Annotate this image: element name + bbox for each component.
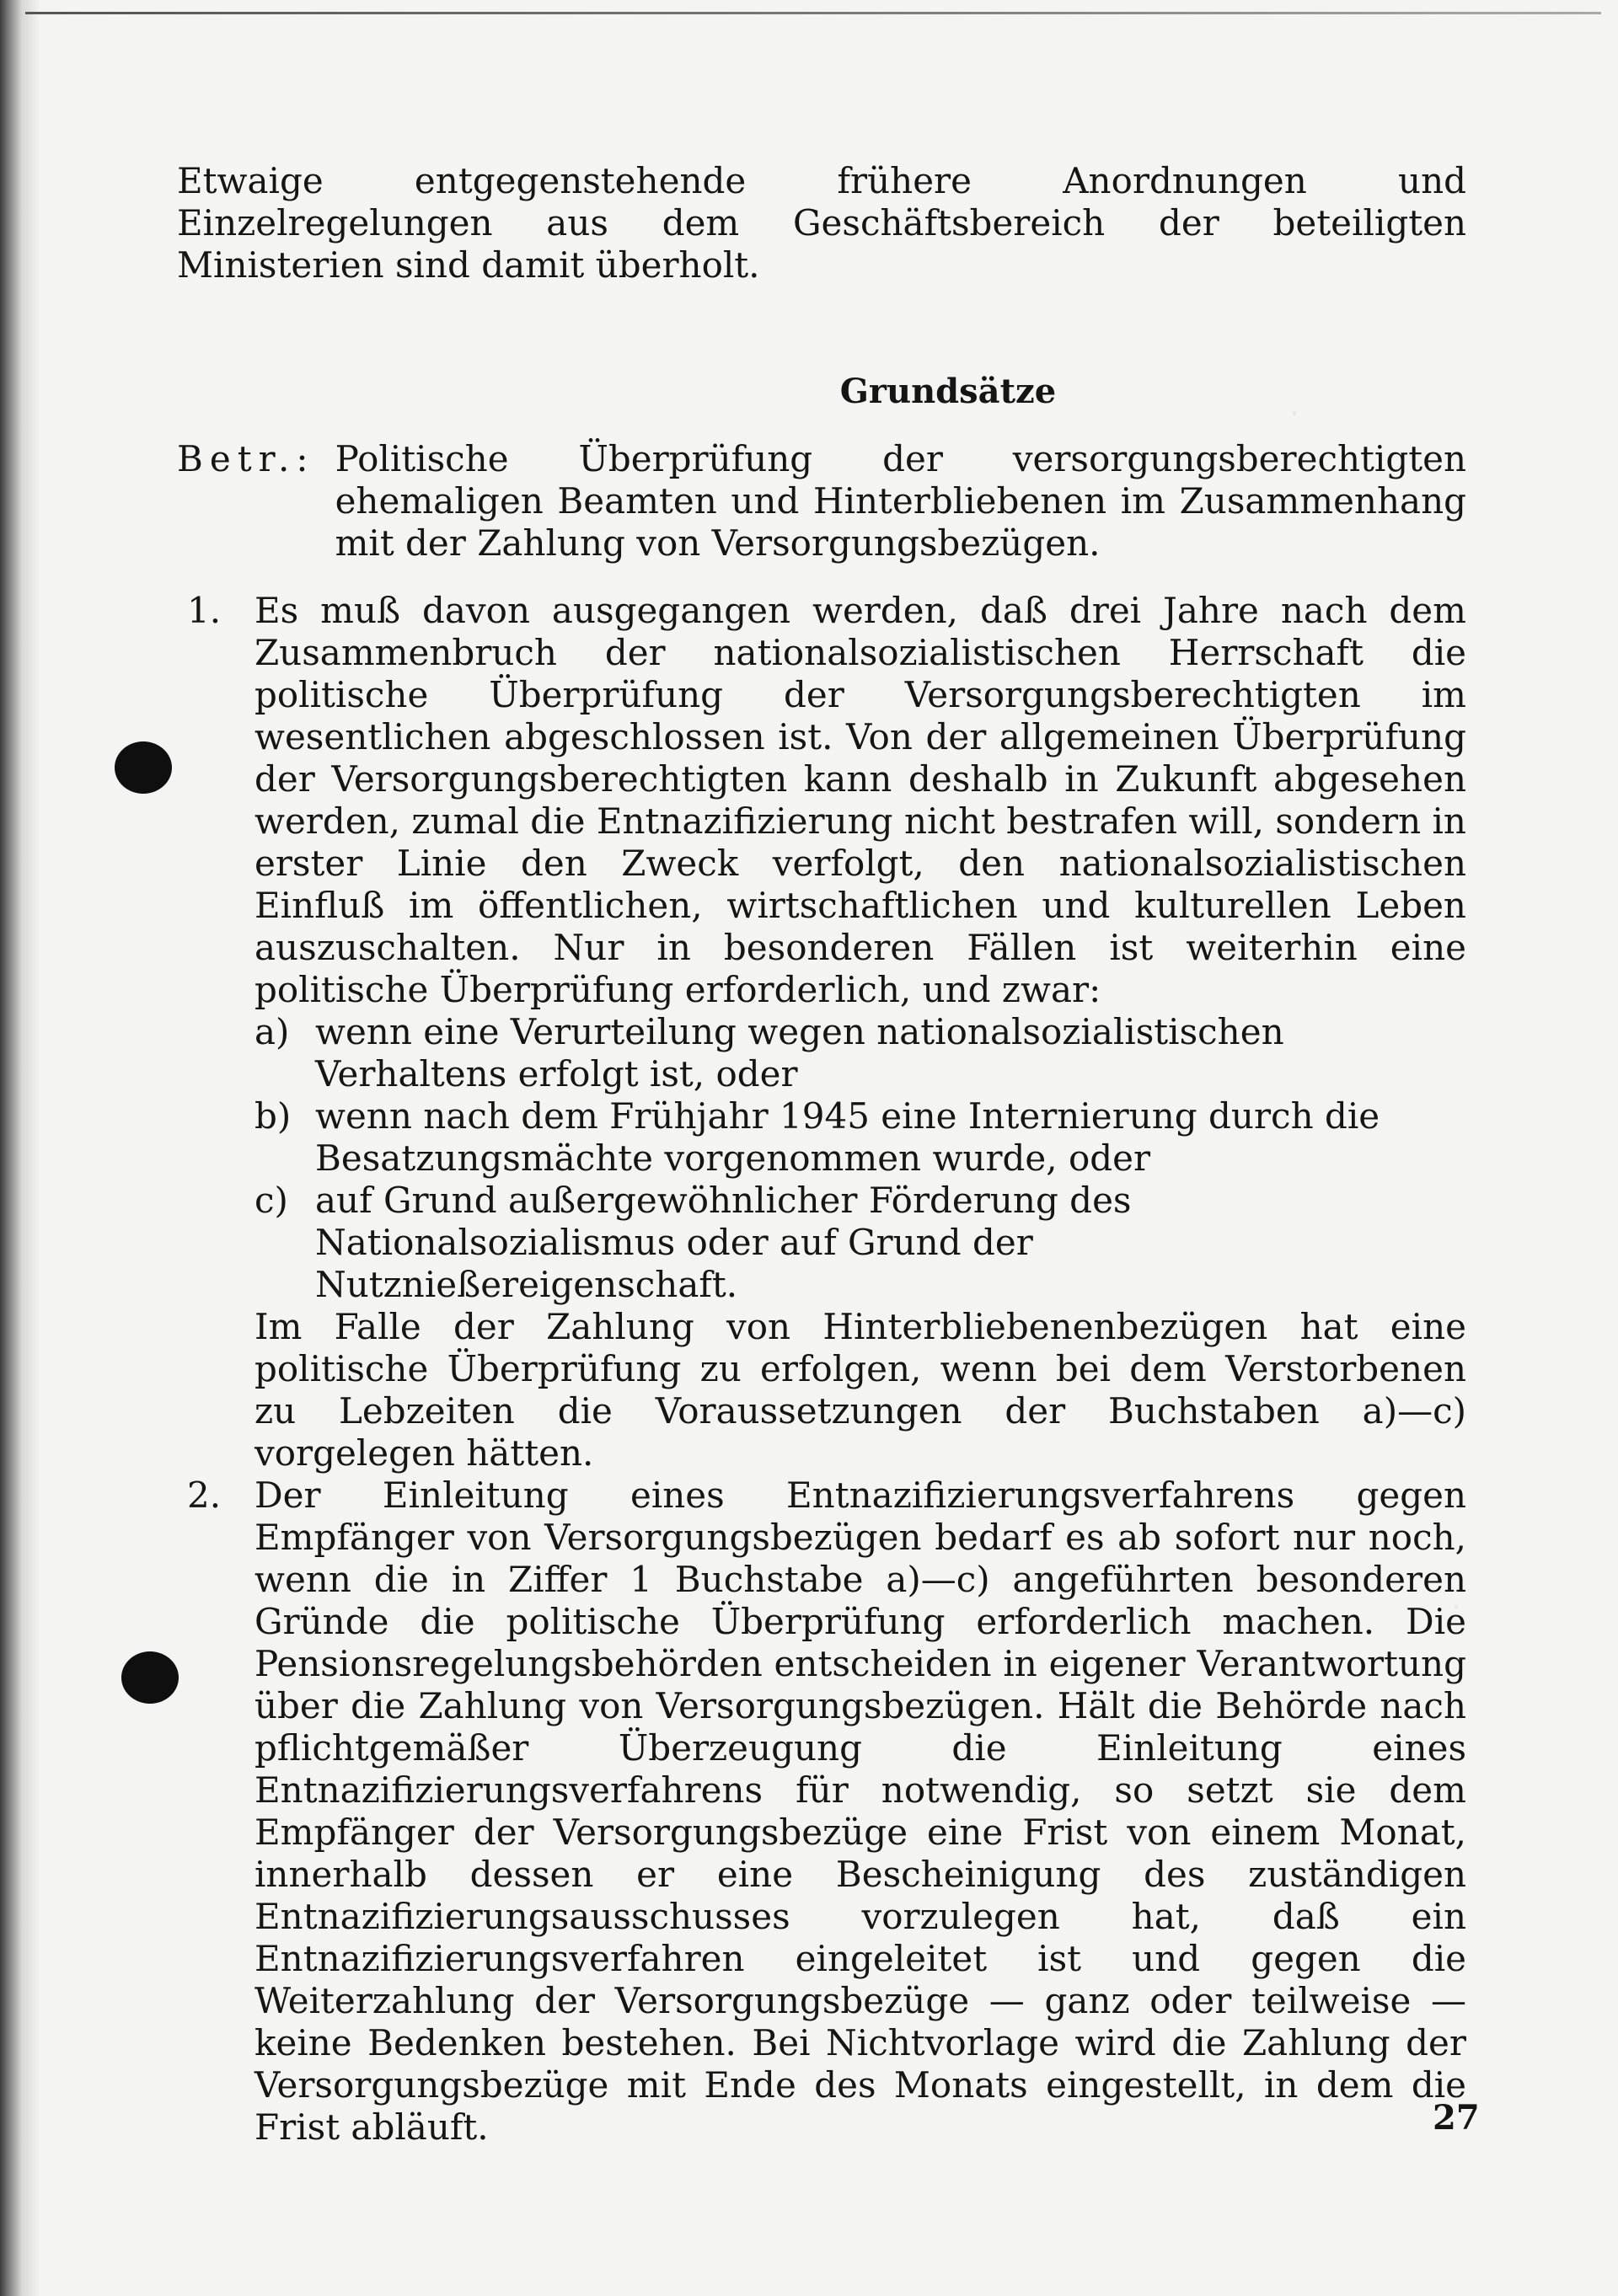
subitem-text: wenn nach dem Frühjahr 1945 eine Internierung durch die Besatzungsmächte vorgenommen wurde, oder [315, 1095, 1380, 1179]
subject-text: Politische Überprüfung der versorgungsberechtigten ehemaligen Beamten und Hinterbliebenen im Zusammenhang mit der Zahlung von Versorgungsbezügen. [335, 438, 1466, 564]
subitem-text: auf Grund außergewöhnlicher Förderung des Nationalsozialismus oder auf Grund der Nutznießereigenschaft. [315, 1180, 1132, 1305]
binding-edge [0, 0, 40, 2296]
item-body [254, 1474, 1466, 2149]
subitem-text: wenn eine Verurteilung wegen nationalsozialistischen Verhaltens erfolgt ist, oder [315, 1011, 1284, 1094]
subitem-b [254, 1095, 1466, 1180]
numbered-item-1 [177, 590, 1466, 1474]
item-text: Der Einleitung eines Entnazifizierungsverfahrens gegen Empfänger von Versorgungsbezügen bedarf es ab sofort nur noch, wenn die in Ziffer 1 Buchstabe a)—c) angeführten besonderen Gründe die politische Überprüfung erforderlich machen. Die Pensionsregelungsbehörden entscheiden in eigener Verantwortung über die Zahlung von Versorgungsbezügen. Hält die Behörde nach pflichtgemäßer Überzeugung die Einleitung eines Entnazifizierungsverfahrens für notwendig, so setzt sie dem Empfänger der Versorgungsbezüge eine Frist von einem Monat, innerhalb dessen er eine Bescheinigung des zuständigen Entnazifizierungsausschusses vorzulegen hat, daß ein Entnazifizierungsverfahren eingeleitet ist und gegen die Weiterzahlung der Versorgungsbezüge — ganz oder teilweise — keine Bedenken bestehen. Bei Nichtvorlage wird die Zahlung der Versorgungsbezüge mit Ende des Monats eingestellt, in dem die Frist abläuft. [254, 1474, 1466, 2148]
item-text: Es muß davon ausgegangen werden, daß drei Jahre nach dem Zusammenbruch der nationalsozialistischen Herrschaft die politische Überprüfung der Versorgungsberechtigten im wesentlichen abgeschlossen ist. Von der allgemeinen Überprüfung der Versorgungsberechtigten kann deshalb in Zukunft abgesehen werden, zumal die Entnazifizierung nicht bestrafen will, sondern in erster Linie den Zweck verfolgt, den nationalsozialistischen Einfluß im öffentlichen, wirtschaftlichen und kulturellen Leben auszuschalten. Nur in besonderen Fällen ist weiterhin eine politische Überprüfung erforderlich, und zwar: [254, 590, 1466, 1010]
item-body [254, 590, 1466, 1474]
top-rule [25, 12, 1601, 14]
page-number: 27 [1433, 2098, 1480, 2138]
item-closing-text: Im Falle der Zahlung von Hinterbliebenenbezügen hat eine politische Überprüfung zu erfolgen, wenn bei dem Verstorbenen zu Lebzeiten die Voraussetzungen der Buchstaben a)—c) vorgelegen hätten. [254, 1306, 1466, 1474]
numbered-item-2 [177, 1474, 1466, 2149]
punch-hole [115, 741, 172, 794]
item-number: 2. [187, 1474, 222, 1516]
subitem-a [254, 1011, 1466, 1095]
subject-label: Betr.: [177, 438, 315, 479]
subitem-label: c) [254, 1180, 288, 1221]
section-heading: Grundsätze [839, 372, 1057, 411]
subitem-c [254, 1180, 1466, 1306]
item-number: 1. [187, 590, 222, 631]
intro-paragraph: Etwaige entgegenstehende frühere Anordnungen und Einzelregelungen aus dem Geschäftsbereich der beteiligten Ministerien sind damit überholt. [177, 160, 1466, 286]
subitem-label: b) [254, 1095, 292, 1137]
subject-line [177, 438, 1466, 565]
document-body [177, 160, 1466, 2149]
punch-hole [121, 1651, 179, 1704]
subitem-label: a) [254, 1011, 290, 1052]
